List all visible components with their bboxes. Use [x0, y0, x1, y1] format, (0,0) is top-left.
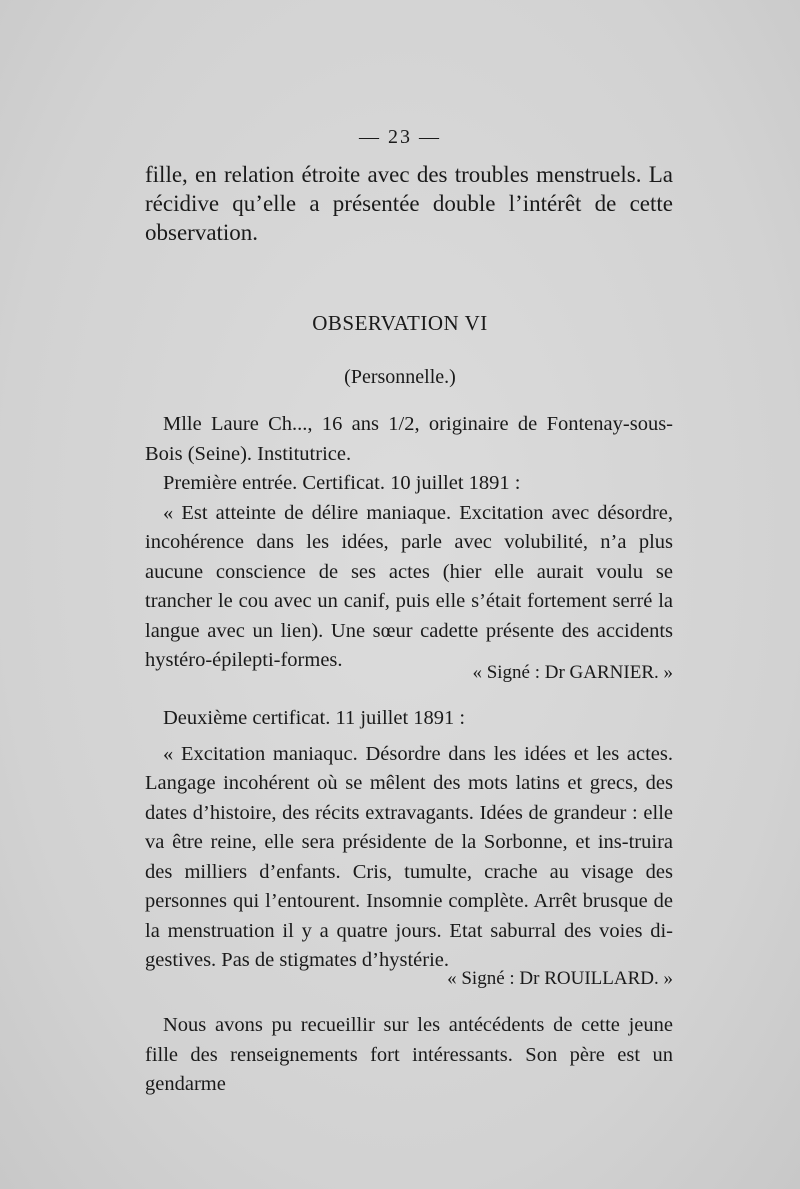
opening-text: fille, en relation étroite avec des troubles menstruels. La récidive qu’elle a présentée double l’intérêt de cette observation. [145, 162, 673, 245]
second-certificate-block [145, 704, 673, 976]
patient-info: Mlle Laure Ch..., 16 ans 1/2, originaire de Fontenay-sous-Bois (Seine). Institutrice. [145, 413, 673, 465]
section-subheading: (Personnelle.) [344, 366, 456, 388]
first-certificate-text: « Est atteinte de délire maniaque. Excitation avec désordre, incohérence dans les idées, parle avec volubilité, n’a plus aucune conscience de ses actes (hier elle aurait voulu se trancher le cou avec un canif, puis elle s’était fortement serré la langue avec un lien). Une sœur cadette présente des accidents hystéro-épilepti-formes. [145, 501, 673, 671]
second-certificate-intro: Deuxième certificat. 11 juillet 1891 : [163, 707, 466, 729]
first-certificate-intro: Première entrée. Certificat. 10 juillet 1891 : [163, 472, 521, 494]
second-signature: « Signé : Dr ROUILLARD. » [447, 968, 673, 989]
section-heading: OBSERVATION VI [312, 311, 488, 335]
second-certificate-text: « Excitation maniaquc. Désordre dans les idées et les actes. Langage incohérent où se mêlent des mots latins et grecs, des dates d’histoire, des récits extravagants. Idées de grandeur : elle va être reine, elle sera présidente de la Sorbonne, et ins-truira des milliers d’enfants. Cris, tumulte, crache au visage des personnes qui l’entourent. Insomnie complète. Arrêt brusque de la menstruation il y a quatre jours. Etat saburral des voies di-gestives. Pas de stigmates d’hystérie. [145, 742, 673, 971]
closing-text: Nous avons pu recueillir sur les antécédents de cette jeune fille des renseignements fort intéressants. Son père est un gendarme [145, 1014, 673, 1095]
closing-paragraph [145, 1011, 673, 1100]
patient-block [145, 410, 673, 676]
opening-paragraph [145, 160, 673, 247]
page-number: — 23 — [359, 126, 441, 148]
first-signature: « Signé : Dr GARNIER. » [472, 662, 673, 683]
